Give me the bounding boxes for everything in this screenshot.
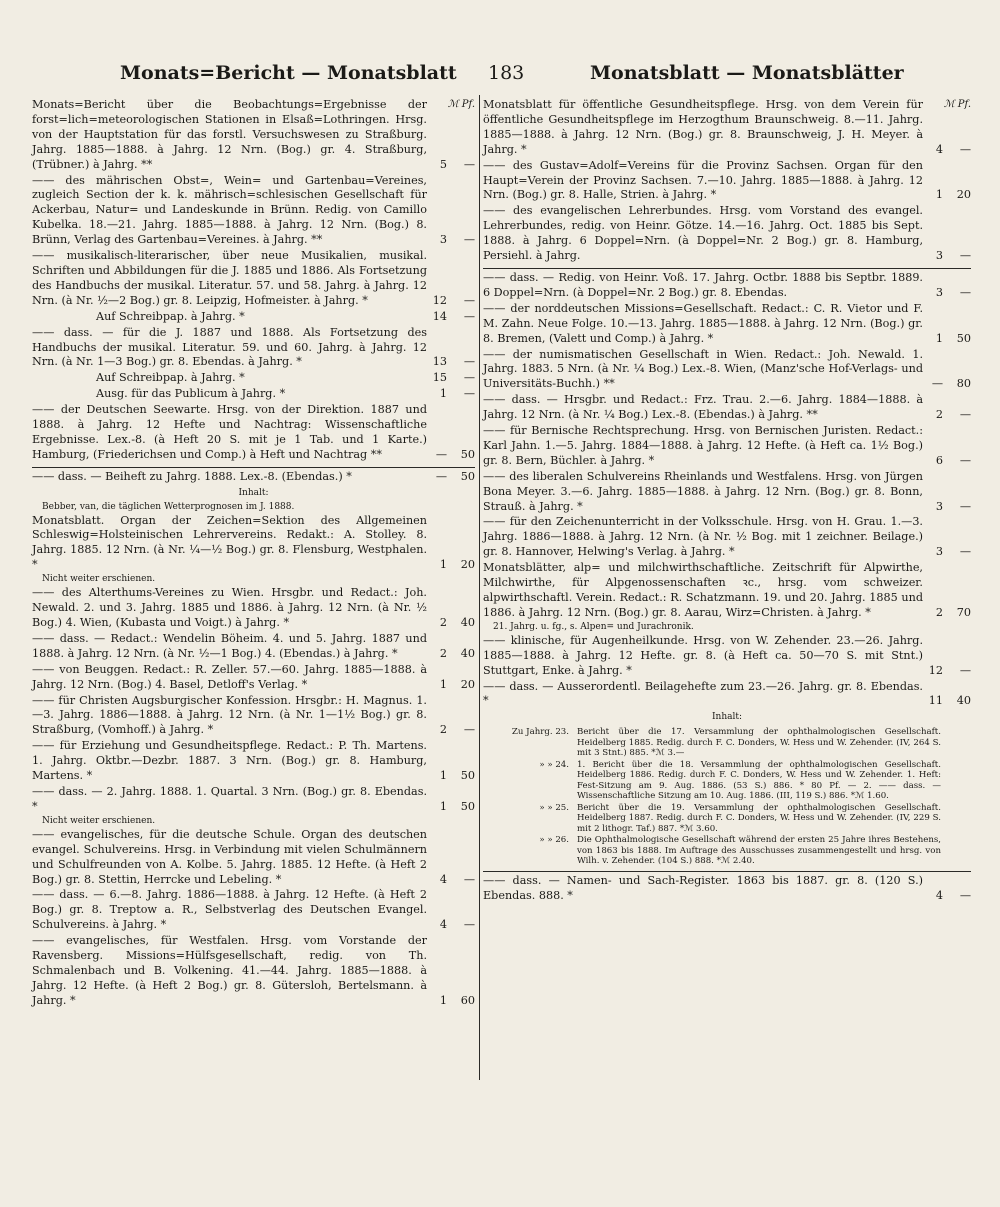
entry-text: —— für Erziehung und Gesundheitspflege. Redact.: P. Th. Martens. 1. Jahrg. Oktbr.—Dezbr. 1887. 3 Nrn. (Bog.) gr. 8. Hamburg, Martens. * (32, 739, 427, 783)
price-mark: 12 (432, 293, 447, 307)
price-pfennig: — (463, 387, 475, 401)
entry-text: Monatsblätter, alp= und milchwirthschaftliche. Zeitschrift für Alpwirthe, Milchwirthe, für Alpgenossenschaften ꝛc., hrsg. vom schweizer. alpwirthschaftl. Verein. Redact.: R. Schatzmann. 19. und 20. Jahrg. 1885 und 1886. à Jahrg. 12 Nrn. (Bog.) gr. 8. Aarau, Wirz=Christen. à Jahrg. * (483, 561, 923, 619)
contents-item-label: » » 25. (539, 802, 569, 813)
entry-text: Auf Schreibpap. à Jahrg. * (96, 371, 245, 385)
contents-item-text: Bericht über die 17. Versammlung der ophthalmologischen Gesellschaft. Heidelberg 1885. Redig. durch F. C. Donders, W. Hess und W. Zehender. (IV, 264 S. mit 3 Stnt.) 885. *ℳ 3.— (577, 727, 941, 759)
price-pfennig: 20 (460, 558, 475, 572)
price-mark: — (435, 469, 447, 483)
entry-text: —— für Christen Augsburgischer Konfession. Hrsgbr.: H. Magnus. 1.—3. Jahrg. 1886—1888. à Jahrg. 12 Nrn. (à Nr. 1—1½ Bog.) gr. 8. Straßburg, (Vomhoff.) à Jahrg. * (32, 693, 427, 737)
entry-price (925, 249, 971, 264)
entry-text: —— des evangelischen Lehrerbundes. Hrsg. vom Vorstand des evangel. Lehrerbundes, redig. von Heinr. Götze. 14.—16. Jahrg. Oct. 1885 bis Sept. 1888. à Jahrg. 6 Doppel=Nrn. (à Doppel=Nr. 2 Bog.) gr. 8. Hamburg, Persiehl. à Jahrg. (483, 204, 923, 263)
contents-item (483, 760, 971, 802)
price-mark: 3 (935, 545, 943, 559)
price-pfennig: 20 (460, 677, 475, 691)
entry-text: —— des mährischen Obst=, Wein= und Gartenbau=Vereines, zugleich Section der k. k. mährisch=schlesischen Gesellschaft für Ackerbau, Natur= und Landeskunde in Brünn. Redig. von Camillo Kubelka. 18.—21. Jahrg. 1885—1888. à Jahrg. 12 Nrn. (Bog.) 8. Brünn, Verlag des Gartenbau=Vereines. à Jahrg. ** (32, 173, 427, 247)
entry-text: —— dass. — 2. Jahrg. 1888. 1. Quartal. 3 Nrn. (Bog.) gr. 8. Ebendas. * (32, 784, 427, 813)
entry-text: —— der norddeutschen Missions=Gesellschaft. Redact.: C. R. Vietor und F. M. Zahn. Neue Folge. 10.—13. Jahrg. 1885—1888. à Jahrg. 12 Nrn. (Bog.) gr. 8. Bremen, (Valett und Comp.) à Jahrg. * (483, 301, 923, 345)
contents-title: Inhalt: (238, 487, 269, 498)
catalog-entry (32, 739, 475, 784)
entry-price (429, 448, 475, 463)
entry-text: —— des Alterthums-Vereines zu Wien. Hrsgbr. und Redact.: Joh. Newald. 2. und 3. Jahrg. 1885 und 1886. à Jahrg. 12 Nrn. (à Nr. ½ Bog.) 4. Wien, (Kubasta und Voigt.) à Jahrg. * (32, 586, 427, 629)
catalog-entry (32, 371, 475, 386)
entry-price (925, 694, 971, 709)
price-mark: 4 (439, 918, 447, 932)
price-pfennig: — (463, 918, 475, 932)
price-pfennig: 40 (956, 694, 971, 708)
contents-item-label: » » 24. (539, 759, 569, 770)
entry-price (429, 918, 475, 933)
entry-price (925, 188, 971, 203)
entry-price (925, 606, 971, 621)
contents-title: Inhalt: (711, 712, 743, 723)
price-mark: 3 (935, 249, 943, 263)
entry-price (925, 332, 971, 347)
catalog-entry (32, 310, 475, 325)
entry-text: —— evangelisches, für Westfalen. Hrsg. vom Vorstande der Ravensberg. Missions=Hülfsgesellschaft, redig. von Th. Schmalenbach und B. Volkening. 41.—44. Jahrg. 1885—1888. à Jahrg. 12 Hefte. (à Heft 2 Bog.) gr. 8. Gütersloh, Bertelsmann. à Jahrg. * (32, 934, 427, 1007)
catalog-entry (32, 174, 475, 249)
catalog-entry (483, 470, 971, 515)
catalog-entry (32, 467, 475, 485)
catalog-entry (32, 828, 475, 888)
entry-price (429, 355, 475, 370)
catalog-entry (483, 98, 971, 158)
price-mark: 1 (439, 677, 447, 691)
price-mark: 1 (935, 188, 943, 202)
entry-text: —— der Deutschen Seewarte. Hrsg. von der Direktion. 1887 und 1888. à Jahrg. 12 Hefte und Nachtrag: Wissenschaftliche Ergebnisse. Lex.-8. (à Heft 20 S. mit je 1 Tab. und 1 Karte.) Hamburg, (Friederichsen und Comp.) à Heft und Nachtrag ** (32, 403, 427, 461)
price-mark: 11 (928, 694, 943, 708)
contents-item-text: Bericht über die 19. Versammlung der ophthalmologischen Gesellschaft. Heidelberg 1887. Redig. durch F. C. Donders, W. Hess und W. Zehender. (IV, 229 S. mit 2 lithogr. Taf.) 887. *ℳ 3.60. (577, 802, 941, 834)
price-mark: 5 (439, 157, 447, 171)
entry-price (429, 769, 475, 784)
entry-text: Auf Schreibpap. à Jahrg. * (96, 309, 245, 323)
price-mark: 14 (432, 309, 447, 323)
entry-price (429, 294, 475, 309)
catalog-entry (32, 694, 475, 739)
entry-text: —— dass. — Redig. von Heinr. Voß. 17. Jahrg. Octbr. 1888 bis Septbr. 1889. 6 Doppel=Nrn. (à Doppel=Nr. 2 Bog.) gr. 8. Ebendas. (483, 270, 923, 299)
catalog-entry (32, 586, 475, 631)
entry-price (429, 558, 475, 573)
price-mark: 6 (935, 453, 943, 467)
currency-header: ℳ Pf. (447, 99, 475, 110)
price-mark: 1 (935, 331, 943, 345)
entry-price (925, 664, 971, 679)
price-pfennig: 50 (460, 469, 475, 483)
entry-text: Monatsblatt für öffentliche Gesundheitspflege. Hrsg. von dem Verein für öffentliche Gesundheitspflege im Herzogthum Braunschweig. 8.—11. Jahrg. 1885—1888. à Jahrg. 12 Nrn. (Bog.) gr. 8. Braunschweig, J. H. Meyer. à Jahrg. * (483, 98, 923, 156)
price-pfennig: — (463, 872, 475, 886)
entry-price (925, 143, 971, 158)
price-pfennig: — (463, 309, 475, 323)
entry-price (925, 889, 971, 904)
catalog-entry (483, 634, 971, 679)
contents-item (483, 835, 971, 867)
price-mark: — (931, 377, 943, 391)
entry-price (429, 994, 475, 1009)
catalog-entry (32, 663, 475, 693)
entry-text: —— für den Zeichenunterricht in der Volksschule. Hrsg. von H. Grau. 1.—3. Jahrg. 1886—1888. à Jahrg. 12 Nrn. (à Nr. ½ Bog. mit 1 zeichner. Beilage.) gr. 8. Hannover, Helwing's Verlag. à Jahrg. * (483, 515, 923, 559)
catalog-entry (483, 680, 971, 710)
price-mark: 2 (935, 605, 943, 619)
price-mark: 4 (935, 888, 943, 902)
price-pfennig: — (959, 408, 971, 422)
price-pfennig: — (959, 545, 971, 559)
price-pfennig: 40 (460, 616, 475, 629)
entry-text: —— dass. — Redact.: Wendelin Böheim. 4. und 5. Jahrg. 1887 und 1888. à Jahrg. 12 Nrn. (à Nr. ½—1 Bog.) 4. (Ebendas.) à Jahrg. * (32, 631, 427, 660)
price-pfennig: — (959, 249, 971, 263)
price-mark: 2 (439, 646, 447, 660)
price-pfennig: — (463, 723, 475, 737)
catalog-entry (32, 326, 475, 371)
catalog-entry (483, 302, 971, 347)
entry-text: —— dass. — Beiheft zu Jahrg. 1888. Lex.-8. (Ebendas.) * (32, 469, 352, 483)
price-pfennig: — (959, 285, 971, 299)
catalog-entry (32, 632, 475, 662)
price-mark: 2 (439, 616, 447, 629)
contents-item (483, 727, 971, 759)
price-mark: 1 (439, 799, 447, 813)
entry-text: —— des liberalen Schulvereins Rheinlands und Westfalens. Hrsg. von Jürgen Bona Meyer. 3.—6. Jahrg. 1885—1888. à Jahrg. 12 Nrn. (Bog.) gr. 8. Bonn, Strauß. à Jahrg. * (483, 469, 923, 513)
entry-text: Ausg. für das Publicum à Jahrg. * (96, 387, 286, 401)
entry-price (925, 286, 971, 301)
catalog-entry (483, 561, 971, 621)
price-mark: 13 (432, 355, 447, 369)
header-left-title: Monats=Bericht — Monatsblatt (120, 62, 457, 84)
contents-item-label: » » 26. (539, 835, 569, 846)
catalog-entry (483, 871, 971, 904)
price-mark: 1 (439, 993, 447, 1007)
catalog-entry (483, 159, 971, 204)
price-mark: 1 (439, 769, 447, 783)
price-mark: 3 (439, 233, 447, 247)
entry-text: —— dass. — Namen- und Sach-Register. 1863 bis 1887. gr. 8. (120 S.) Ebendas. 888. * (483, 873, 923, 902)
entry-text: —— evangelisches, für die deutsche Schule. Organ des deutschen evangel. Schulvereins. Hrsg. in Verbindung mit vielen Schulmännern und Schulfreunden von A. Kolbe. 5. Jahrg. 1885. 12 Hefte. (à Heft 2 Bog.) gr. 8. Stettin, Herrcke und Lebeling. * (32, 827, 427, 886)
price-pfennig: — (959, 663, 971, 677)
entry-text: —— dass. — 6.—8. Jahrg. 1886—1888. à Jahrg. 12 Hefte. (à Heft 2 Bog.) gr. 8. Treptow a. R., Selbstverlag des Deutschen Evangel. Schulvereins. à Jahrg. * (32, 888, 427, 932)
price-pfennig: 70 (956, 605, 971, 619)
entry-text: —— musikalisch-literarischer, über neue Musikalien, musikal. Schriften und Abbildungen für die J. 1885 und 1886. Als Fortsetzung des Handbuchs der musikal. Literatur. 57. und 58. Jahrg. à Jahrg. 12 Nrn. (à Nr. ½—2 Bog.) gr. 8. Leipzig, Hofmeister. à Jahrg. * (32, 249, 427, 307)
price-pfennig: — (959, 499, 971, 513)
entry-text: —— klinische, für Augenheilkunde. Hrsg. von W. Zehender. 23.—26. Jahrg. 1885—1888. à Jahrg. 12 Hefte. gr. 8. (à Heft ca. 50—70 S. mit Stnt.) Stuttgart, Enke. à Jahrg. * (483, 633, 923, 677)
entry-price (429, 647, 475, 662)
catalog-entry (32, 785, 475, 815)
price-mark: 4 (439, 872, 447, 886)
entry-price (429, 158, 475, 173)
header-right-title: Monatsblatt — Monatsblätter (590, 62, 904, 84)
entry-text: —— dass. — Ausserordentl. Beilagehefte zum 23.—26. Jahrg. gr. 8. Ebendas. * (483, 679, 923, 708)
entry-text: —— der numismatischen Gesellschaft in Wien. Redact.: Joh. Newald. 1. Jahrg. 1883. 5 Nrn. (à Nr. ¼ Bog.) Lex.-8. Wien, (Manz'sche Hof-Verlags- und Universitäts-Buchh.) ** (483, 347, 923, 391)
entry-price (429, 310, 475, 325)
price-pfennig: 50 (956, 331, 971, 345)
left-column (32, 98, 475, 1010)
price-pfennig: — (463, 355, 475, 369)
catalog-entry (483, 424, 971, 469)
price-mark: 2 (935, 408, 943, 422)
price-mark: 1 (439, 387, 447, 401)
catalog-entry (483, 393, 971, 423)
entry-text: —— dass. — Hrsgbr. und Redact.: Frz. Trau. 2.—6. Jahrg. 1884—1888. à Jahrg. 12 Nrn. (à Nr. ¼ Bog.) Lex.-8. (Ebendas.) à Jahrg. ** (483, 393, 923, 422)
entry-note: Bebber, van, die täglichen Wetterprognosen im J. 1888. (42, 501, 295, 512)
contents-item (483, 803, 971, 835)
catalog-entry (32, 98, 475, 173)
price-mark: 3 (935, 285, 943, 299)
entry-note: 21. Jahrg. u. fg., s. Alpen= und Jurachronik. (493, 621, 694, 632)
contents-item-label: Zu Jahrg. 23. (511, 727, 569, 738)
catalog-entry (32, 249, 475, 309)
catalog-entry (32, 934, 475, 1009)
price-pfennig: 80 (956, 377, 971, 391)
entry-price (429, 387, 475, 402)
price-pfennig: — (959, 142, 971, 156)
price-pfennig: 50 (460, 799, 475, 813)
price-pfennig: 50 (460, 447, 475, 461)
entry-price (925, 408, 971, 423)
contents-item-text: Die Ophthalmologische Gesellschaft während der ersten 25 Jahre ihres Bestehens, von 1863 bis 1888. Im Auftrage des Ausschusses zusammengestellt und hrsg. von Wilh. v. Zehender. (104 S.) 888. *ℳ 2.40. (577, 835, 941, 867)
entry-text: —— dass. — für die J. 1887 und 1888. Als Fortsetzung des Handbuchs der musikal. Literatur. 59. und 60. Jahrg. à Jahrg. 12 Nrn. (à Nr. 1—3 Bog.) gr. 8. Ebendas. à Jahrg. * (32, 325, 427, 369)
contents-list (483, 727, 971, 867)
price-mark: 2 (439, 723, 447, 737)
price-mark: 15 (432, 371, 447, 385)
price-pfennig: — (959, 453, 971, 467)
column-divider (479, 95, 480, 1080)
price-pfennig: — (959, 888, 971, 902)
entry-text: Monats=Bericht über die Beobachtungs=Ergebnisse der forst=lich=meteorologischen Stationen in Elsaß=Lothringen. Hrsg. von der Hauptstation für das forstl. Versuchswesen zu Straßburg. Jahrg. 1885—1888. à Jahrg. 12 Nrn. (Bog.) gr. 4. Straßburg, (Trübner.) à Jahrg. ** (32, 98, 427, 171)
price-pfennig: 50 (460, 769, 475, 783)
price-pfennig: — (463, 233, 475, 247)
entry-price (429, 723, 475, 738)
price-pfennig: 20 (956, 188, 971, 202)
catalog-entry (483, 515, 971, 560)
entry-note: Nicht weiter erschienen. (42, 574, 156, 585)
price-mark: 1 (439, 558, 447, 572)
price-mark: 12 (928, 663, 943, 677)
catalog-entry (483, 204, 971, 264)
entry-text: —— von Beuggen. Redact.: R. Zeller. 57.—60. Jahrg. 1885—1888. à Jahrg. 12 Nrn. (Bog.) 4. Basel, Detloff's Verlag. * (32, 662, 427, 691)
price-pfennig: 60 (460, 993, 475, 1007)
catalog-entry (483, 348, 971, 393)
entry-price (429, 616, 475, 631)
price-pfennig: — (463, 293, 475, 307)
catalog-entry (483, 268, 971, 301)
price-mark: — (435, 447, 447, 461)
catalog-entry (32, 387, 475, 402)
entry-price (429, 371, 475, 386)
catalog-entry (32, 403, 475, 463)
price-pfennig: — (463, 157, 475, 171)
entry-price (925, 500, 971, 515)
entry-text: —— des Gustav=Adolf=Vereins für die Provinz Sachsen. Organ für den Haupt=Verein der Provinz Sachsen. 7.—10. Jahrg. 1885—1888. à Jahrg. 12 Nrn. (Bog.) gr. 8. Halle, Strien. à Jahrg. * (483, 158, 923, 202)
entry-price (429, 873, 475, 888)
entry-price (429, 678, 475, 693)
page-number: 183 (488, 62, 525, 84)
running-header (30, 62, 970, 92)
currency-header: ℳ Pf. (943, 99, 971, 110)
entry-note: Nicht weiter erschienen. (42, 815, 156, 826)
catalog-entry (32, 514, 475, 574)
price-mark: 3 (935, 499, 943, 513)
contents-item-text: 1. Bericht über die 18. Versammlung der ophthalmologischen Gesellschaft. Heidelberg 1886. Redig. durch F. C. Donders, W. Hess und W. Zehender. 1. Heft: Fest-Sitzung am 9. Aug. 1886. (53 S.) 886. * 80 Pf. — 2. —— dass. — Wissenschaftliche Sitzung am 10. Aug. 1886. (III, 119 S.) 886. *ℳ 1.60. (577, 759, 941, 802)
entry-price (429, 233, 475, 248)
price-mark: 4 (935, 142, 943, 156)
entry-text: —— für Bernische Rechtsprechung. Hrsg. von Bernischen Juristen. Redact.: Karl Jahn. 1.—5. Jahrg. 1884—1888. à Jahrg. 12 Hefte. (à Heft ca. 1½ Bog.) gr. 8. Bern, Büchler. à Jahrg. * (483, 424, 923, 467)
entry-price (429, 470, 475, 485)
right-column (483, 98, 971, 905)
price-pfennig: — (463, 371, 475, 385)
entry-price (925, 545, 971, 560)
entry-price (429, 800, 475, 815)
price-pfennig: 40 (460, 646, 475, 660)
entry-text: Monatsblatt. Organ der Zeichen=Sektion des Allgemeinen Schleswig=Holsteinischen Lehrervereins. Redakt.: A. Stolley. 8. Jahrg. 1885. 12 Nrn. (à Nr. ¼—½ Bog.) gr. 8. Flensburg, Westphalen. * (32, 513, 427, 572)
catalog-entry (32, 888, 475, 933)
entry-price (925, 454, 971, 469)
entry-price (925, 377, 971, 392)
